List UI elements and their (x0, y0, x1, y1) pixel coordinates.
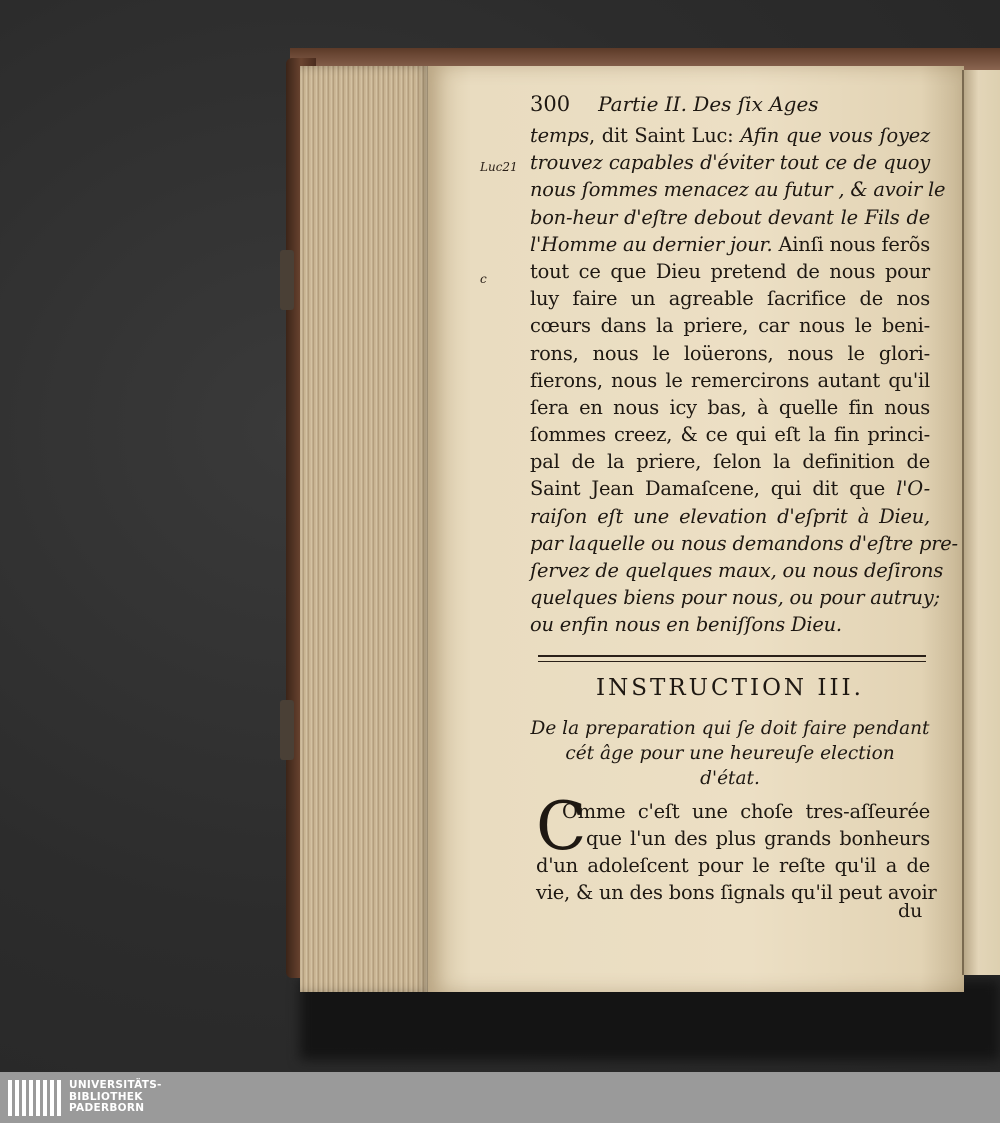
running-head-title: Partie II. Des ſix Ages (598, 92, 819, 116)
text-line: vie, & un des bons ſignals qu'il peut avoir (536, 881, 937, 904)
section-heading: INSTRUCTION III. (596, 675, 864, 701)
text-line (530, 285, 930, 312)
text-segment: pal de la priere, ſelon la definition de (530, 450, 930, 474)
text-line (530, 231, 930, 258)
library-name-line: PADERBORN (69, 1102, 145, 1115)
text-segment: rons, nous le loüerons, nous le glori- (530, 341, 930, 365)
text-line (530, 557, 944, 584)
text-line (530, 122, 930, 149)
library-name (69, 1080, 162, 1115)
library-name-line: UNIVERSITÄTS- (69, 1079, 162, 1092)
text-line (530, 584, 940, 611)
book-shadow (300, 980, 1000, 1060)
text-segment: ſervez de quelques maux, ou nous deſirons (530, 559, 944, 582)
text-segment: trouvez capables d'éviter tout ce de quoy (530, 151, 930, 175)
text-segment: Afin que vous ſoyez (740, 124, 930, 147)
text-line (530, 258, 930, 285)
text-line (530, 394, 930, 421)
margin-note-luke: Luc21 (480, 160, 518, 174)
text-line (530, 421, 930, 448)
text-segment: quelques biens pour nous, ou pour autruy; (530, 586, 940, 610)
subheading-line: De la preparation qui ſe doit faire pendant (530, 718, 930, 739)
text-line (530, 475, 930, 502)
text-line: d'un adoleſcent pour le reſte qu'il a de (536, 854, 930, 877)
text-segment: ſera en nous icy bas, à quelle fin nous (530, 395, 930, 419)
text-line (530, 448, 930, 475)
text-segment: Ainſi nous ferõs (772, 232, 930, 256)
text-segment: raiſon eſt une elevation d'eſprit à Dieu, (530, 504, 930, 528)
text-line (530, 312, 930, 339)
page-stack-edge (300, 66, 430, 992)
section-rule (538, 655, 926, 662)
text-segment: fierons, nous le remercirons autant qu'il (530, 368, 930, 392)
text-segment: , dit Saint Luc: (589, 124, 741, 147)
subheading-line: d'état. (700, 768, 760, 789)
text-segment: l'O- (896, 477, 930, 501)
text-line (530, 149, 930, 176)
clasp-lower (280, 700, 294, 760)
facing-page-edge (964, 70, 1000, 975)
margin-note-c: c (480, 272, 487, 286)
text-line (530, 530, 958, 557)
text-segment: cœurs dans la priere, car nous le beni- (530, 314, 930, 338)
text-line (530, 204, 930, 231)
text-segment: bon-heur d'eſtre debout devant le Fils de (530, 205, 930, 229)
text-segment: ou enfin nous en beniſſons Dieu. (530, 613, 842, 637)
drop-cap: C (536, 788, 587, 865)
page-text (530, 92, 958, 639)
text-segment: ſommes creez, & ce qui eſt la fin princi- (530, 423, 930, 447)
text-line: que l'un des plus grands bonheurs (586, 827, 930, 850)
text-segment: l'Homme au dernier jour. (530, 232, 773, 256)
page-number: 300 (530, 92, 571, 116)
library-logo-icon (8, 1080, 61, 1116)
text-segment: nous ſommes menacez au futur , & avoir le (530, 178, 946, 202)
text-line (530, 176, 946, 203)
text-line (530, 611, 930, 638)
text-line: Omme c'eſt une choſe tres-aſſeurée (562, 800, 930, 823)
text-line (530, 503, 930, 530)
text-line (530, 367, 930, 394)
text-line (530, 340, 930, 367)
text-segment: luy faire un agreable ſacrifice de nos (530, 287, 930, 311)
section-subheading (530, 716, 930, 791)
text-segment: par laquelle ou nous demandons d'eſtre pre- (530, 531, 958, 555)
text-segment: Saint Jean Damaſcene, qui dit que (530, 477, 897, 501)
subheading-line: cét âge pour une heureuſe election (565, 743, 895, 764)
library-name-line: BIBLIOTHEK (69, 1090, 143, 1103)
clasp-upper (280, 250, 294, 310)
paragraph-1 (530, 122, 958, 639)
catchword: du (898, 900, 923, 922)
text-segment: tout ce que Dieu pretend de nous pour (530, 259, 930, 283)
text-segment: temps (530, 124, 590, 147)
library-footer (0, 1072, 1000, 1123)
running-header (530, 92, 930, 122)
